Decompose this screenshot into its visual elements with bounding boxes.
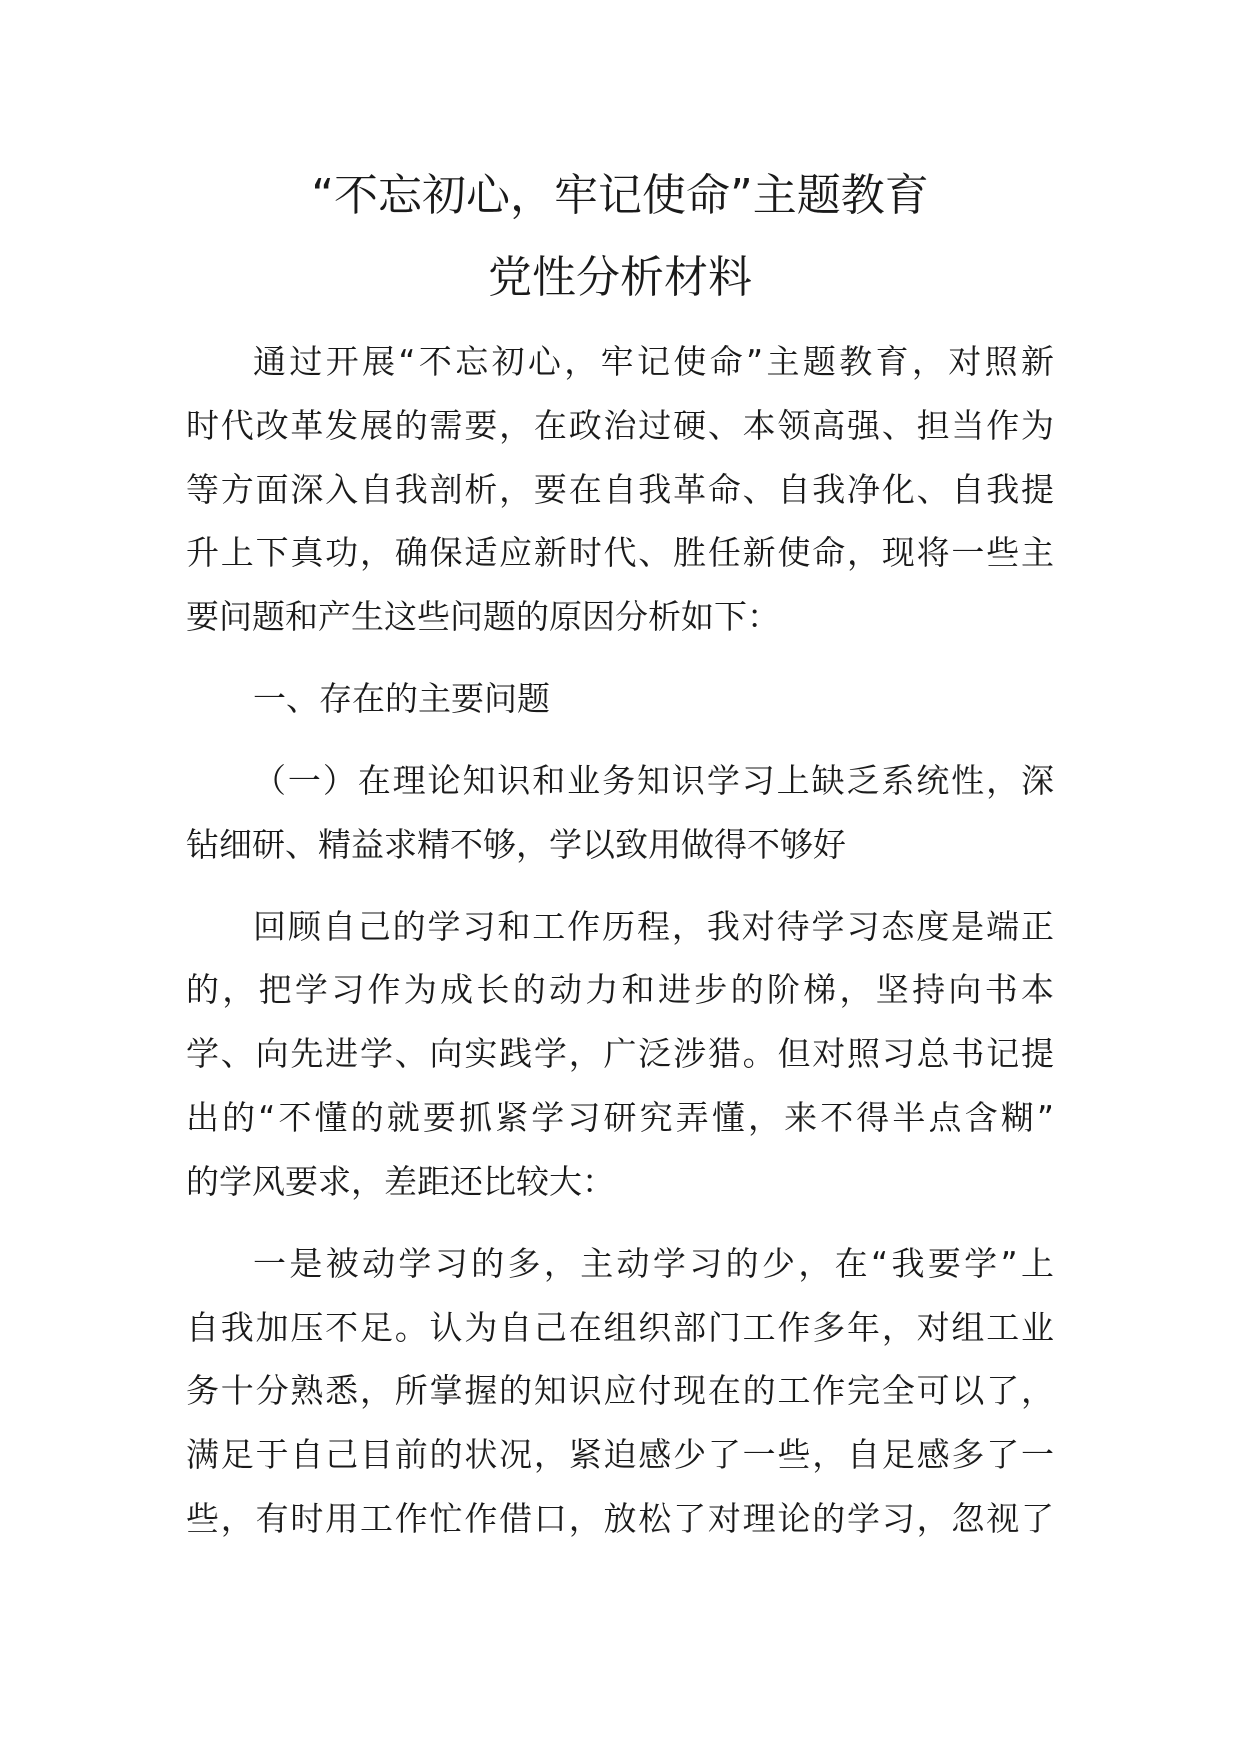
- body-line: 些，有时用工作忙作借口，放松了对理论的学习，忽视了: [186, 1499, 1054, 1538]
- body-line: 务十分熟悉，所掌握的知识应付现在的工作完全可以了，: [186, 1371, 1054, 1410]
- intro-line: 升上下真功，确保适应新时代、胜任新使命，现将一些主: [186, 533, 1054, 572]
- body-line: 的学风要求，差距还比较大：: [186, 1162, 615, 1201]
- body-line: 学、向先进学、向实践学，广泛涉猎。但对照习总书记提: [186, 1034, 1054, 1073]
- document-title-line-2: 党性分析材料: [488, 252, 752, 303]
- subsection-heading-line: 钻细研、精益求精不够，学以致用做得不够好: [186, 825, 846, 864]
- body-line: 满足于自己目前的状况，紧迫感少了一些，自足感多了一: [186, 1435, 1054, 1474]
- intro-line: 要问题和产生这些问题的原因分析如下：: [186, 597, 780, 636]
- body-line: 回顾自己的学习和工作历程，我对待学习态度是端正: [253, 907, 1054, 946]
- section-heading: 一、存在的主要问题: [253, 679, 550, 718]
- document-title-line-1: “不忘初心，牢记使命”主题教育: [311, 170, 929, 221]
- body-line: 自我加压不足。认为自己在组织部门工作多年，对组工业: [186, 1308, 1054, 1347]
- intro-line: 等方面深入自我剖析，要在自我革命、自我净化、自我提: [186, 470, 1054, 509]
- subsection-heading-line: （一）在理论知识和业务知识学习上缺乏系统性，深: [253, 761, 1054, 800]
- intro-line: 通过开展“不忘初心，牢记使命”主题教育，对照新: [253, 342, 1054, 381]
- body-line: 的，把学习作为成长的动力和进步的阶梯，坚持向书本: [186, 970, 1054, 1009]
- intro-line: 时代改革发展的需要，在政治过硬、本领高强、担当作为: [186, 406, 1054, 445]
- body-line: 一是被动学习的多，主动学习的少，在“我要学”上: [253, 1244, 1054, 1283]
- body-line: 出的“不懂的就要抓紧学习研究弄懂，来不得半点含糊”: [186, 1098, 1054, 1137]
